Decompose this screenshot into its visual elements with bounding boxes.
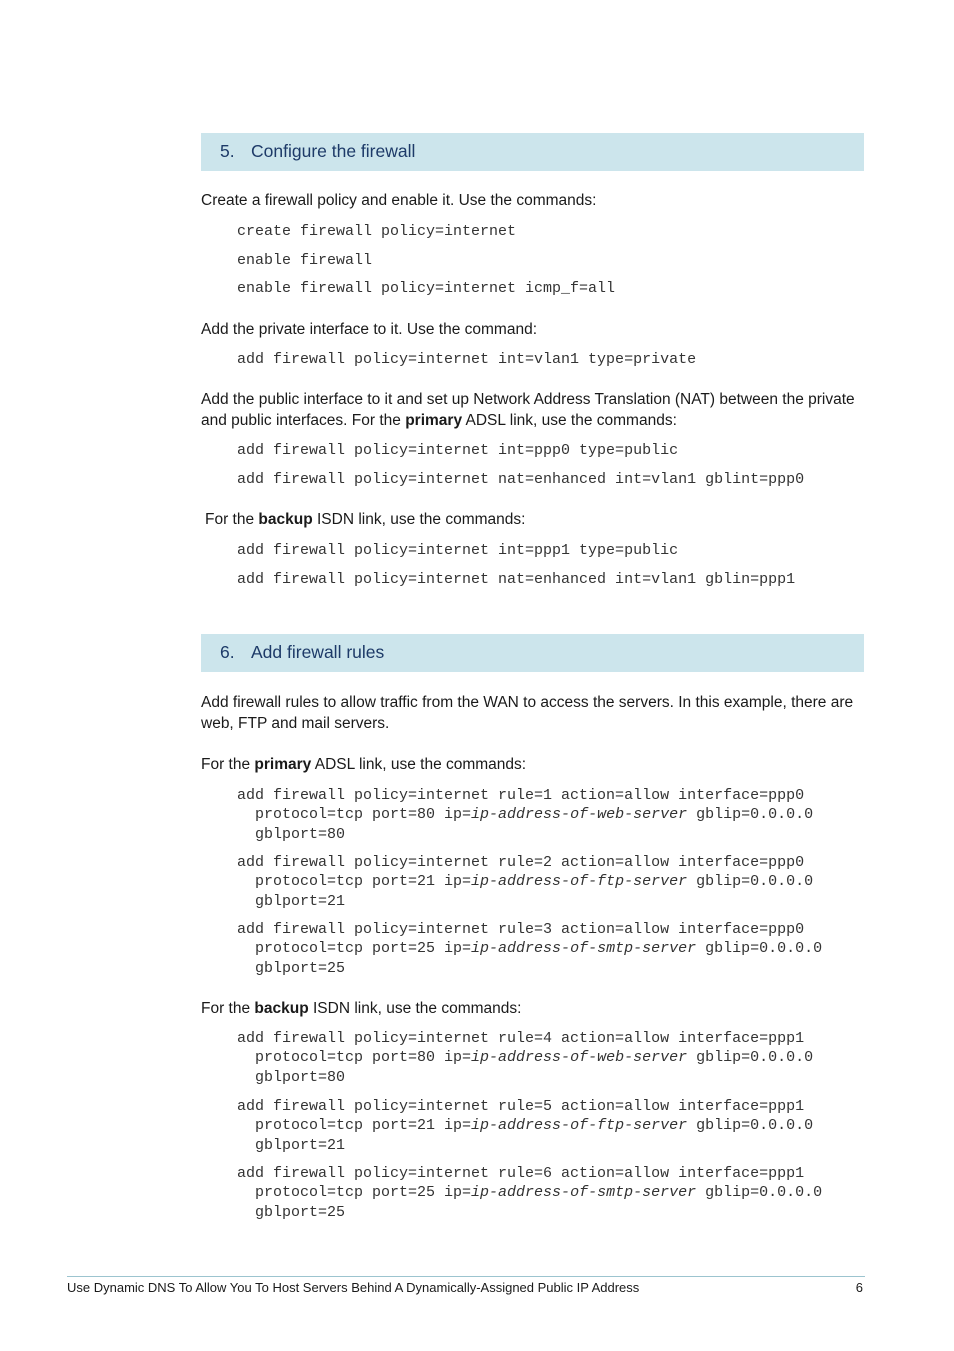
backup-intro-text: For the [205, 511, 259, 528]
rule-3-gblip: gblip=0.0.0.0 [696, 940, 823, 958]
cmd-nat-ppp0: add firewall policy=internet nat=enhanced int=vlan1 gblint=ppp0 [237, 471, 805, 488]
rule-2-server: ip-address-of-ftp-server [471, 873, 688, 891]
backup-rules-intro-text-end: ISDN link, use the commands: [308, 1000, 522, 1017]
backup-rules-intro [201, 998, 864, 1019]
rule-1-gblip: gblip=0.0.0.0 [687, 806, 814, 824]
cmd-rule-2 [237, 853, 877, 911]
rule-2-gblip: gblip=0.0.0.0 [687, 873, 814, 891]
rule-1-server: ip-address-of-web-server [471, 806, 688, 824]
section-5-number: 5. [220, 141, 235, 161]
backup-rules-intro-bold: backup [254, 1000, 309, 1017]
section-6-number: 6. [220, 642, 235, 662]
rule-6-protocol: protocol=tcp port=25 ip= [237, 1184, 472, 1202]
rule-5-line-1: add firewall policy=internet rule=5 action=allow interface=ppp1 [237, 1098, 805, 1115]
section-5-intro: Create a firewall policy and enable it. Use the commands: [201, 192, 597, 209]
footer-title: Use Dynamic DNS To Allow You To Host Servers Behind A Dynamically-Assigned Public IP Address [67, 1280, 640, 1295]
cmd-enable-policy: enable firewall policy=internet icmp_f=all [237, 280, 616, 297]
cmd-rule-3 [237, 920, 877, 978]
primary-rules-intro-bold: primary [254, 756, 312, 773]
backup-rules-intro-text: For the [201, 1000, 255, 1017]
rule-1-line-1: add firewall policy=internet rule=1 action=allow interface=ppp0 [237, 787, 805, 804]
rule-5-protocol: protocol=tcp port=21 ip= [237, 1117, 472, 1135]
cmd-enable-firewall: enable firewall [237, 252, 373, 269]
rule-4-protocol: protocol=tcp port=80 ip= [237, 1049, 472, 1067]
cmd-private-interface: add firewall policy=internet int=vlan1 type=private [237, 351, 697, 368]
rule-4-line-1: add firewall policy=internet rule=4 action=allow interface=ppp1 [237, 1030, 805, 1047]
public-intro-text: Add the public interface to it and set up Network Address Translation (NAT) between the private and public interfaces. For the [201, 391, 855, 429]
backup-link-intro [205, 509, 868, 530]
rule-6-server: ip-address-of-smtp-server [471, 1184, 697, 1202]
rule-2-gblport: gblport=21 [237, 892, 346, 910]
rule-4-gblip: gblip=0.0.0.0 [687, 1049, 814, 1067]
rule-5-gblport: gblport=21 [237, 1136, 346, 1154]
public-interface-intro [201, 389, 864, 431]
rule-4-server: ip-address-of-web-server [471, 1049, 688, 1067]
cmd-rule-1 [237, 786, 877, 844]
backup-intro-text-end: ISDN link, use the commands: [312, 511, 526, 528]
rule-2-protocol: protocol=tcp port=21 ip= [237, 873, 472, 891]
rule-1-protocol: protocol=tcp port=80 ip= [237, 806, 472, 824]
rule-4-gblport: gblport=80 [237, 1068, 346, 1086]
section-5-title: Configure the firewall [251, 141, 416, 161]
cmd-nat-ppp1: add firewall policy=internet nat=enhanced int=vlan1 gblin=ppp1 [237, 571, 796, 588]
rule-3-line-1: add firewall policy=internet rule=3 action=allow interface=ppp0 [237, 921, 805, 938]
cmd-create-policy: create firewall policy=internet [237, 223, 517, 240]
rule-6-line-1: add firewall policy=internet rule=6 action=allow interface=ppp1 [237, 1165, 805, 1182]
public-intro-text-end: ADSL link, use the commands: [462, 412, 677, 429]
rule-6-gblport: gblport=25 [237, 1203, 346, 1221]
rule-1-gblport: gblport=80 [237, 825, 346, 843]
rule-5-server: ip-address-of-ftp-server [471, 1117, 688, 1135]
cmd-rule-4 [237, 1029, 877, 1087]
cmd-public-ppp1: add firewall policy=internet int=ppp1 type=public [237, 542, 679, 559]
backup-intro-bold: backup [258, 511, 313, 528]
rule-5-gblip: gblip=0.0.0.0 [687, 1117, 814, 1135]
primary-rules-intro-text-end: ADSL link, use the commands: [311, 756, 527, 773]
section-6-heading [201, 634, 864, 672]
page-number: 6 [855, 1280, 863, 1295]
cmd-rule-5 [237, 1097, 877, 1155]
primary-rules-intro-text: For the [201, 756, 255, 773]
rule-2-line-1: add firewall policy=internet rule=2 action=allow interface=ppp0 [237, 854, 805, 871]
private-interface-intro: Add the private interface to it. Use the command: [201, 321, 538, 338]
footer-divider [67, 1276, 865, 1277]
cmd-public-ppp0: add firewall policy=internet int=ppp0 type=public [237, 442, 679, 459]
rule-3-protocol: protocol=tcp port=25 ip= [237, 940, 472, 958]
rule-3-gblport: gblport=25 [237, 959, 346, 977]
rule-3-server: ip-address-of-smtp-server [471, 940, 697, 958]
cmd-rule-6 [237, 1164, 877, 1222]
section-6-title: Add firewall rules [251, 642, 385, 662]
primary-rules-intro [201, 754, 864, 775]
rule-6-gblip: gblip=0.0.0.0 [696, 1184, 823, 1202]
section-5-heading [201, 133, 864, 171]
public-intro-bold: primary [405, 412, 463, 429]
section-6-intro: Add firewall rules to allow traffic from the WAN to access the servers. In this example, there are web, FTP and mail servers. [201, 694, 854, 732]
